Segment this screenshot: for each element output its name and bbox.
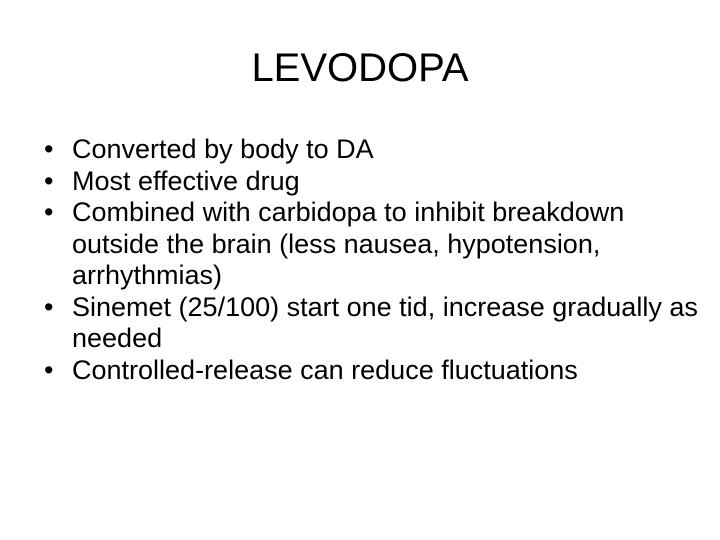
bullet-item <box>44 355 704 387</box>
bullet-icon: • <box>44 291 54 322</box>
bullet-text: Sinemet (25/100) start one tid, increase gradually as needed <box>72 291 698 353</box>
bullet-item <box>44 292 704 355</box>
bullet-item <box>44 166 704 198</box>
bullet-text: Combined with carbidopa to inhibit breakdown outside the brain (less nausea, hypotension, arrhythmias) <box>72 197 625 290</box>
bullet-icon: • <box>44 354 54 385</box>
bullet-item <box>44 134 704 166</box>
bullet-text: Controlled-release can reduce fluctuations <box>72 354 578 385</box>
bullet-text: Converted by body to DA <box>72 134 374 164</box>
slide-title: LEVODOPA <box>251 46 469 90</box>
bullet-icon: • <box>44 197 54 227</box>
bullet-item <box>44 197 704 292</box>
bullet-icon: • <box>44 165 54 196</box>
bullet-icon: • <box>44 134 54 164</box>
bullet-text: Most effective drug <box>72 165 300 196</box>
bullet-list <box>44 134 704 386</box>
